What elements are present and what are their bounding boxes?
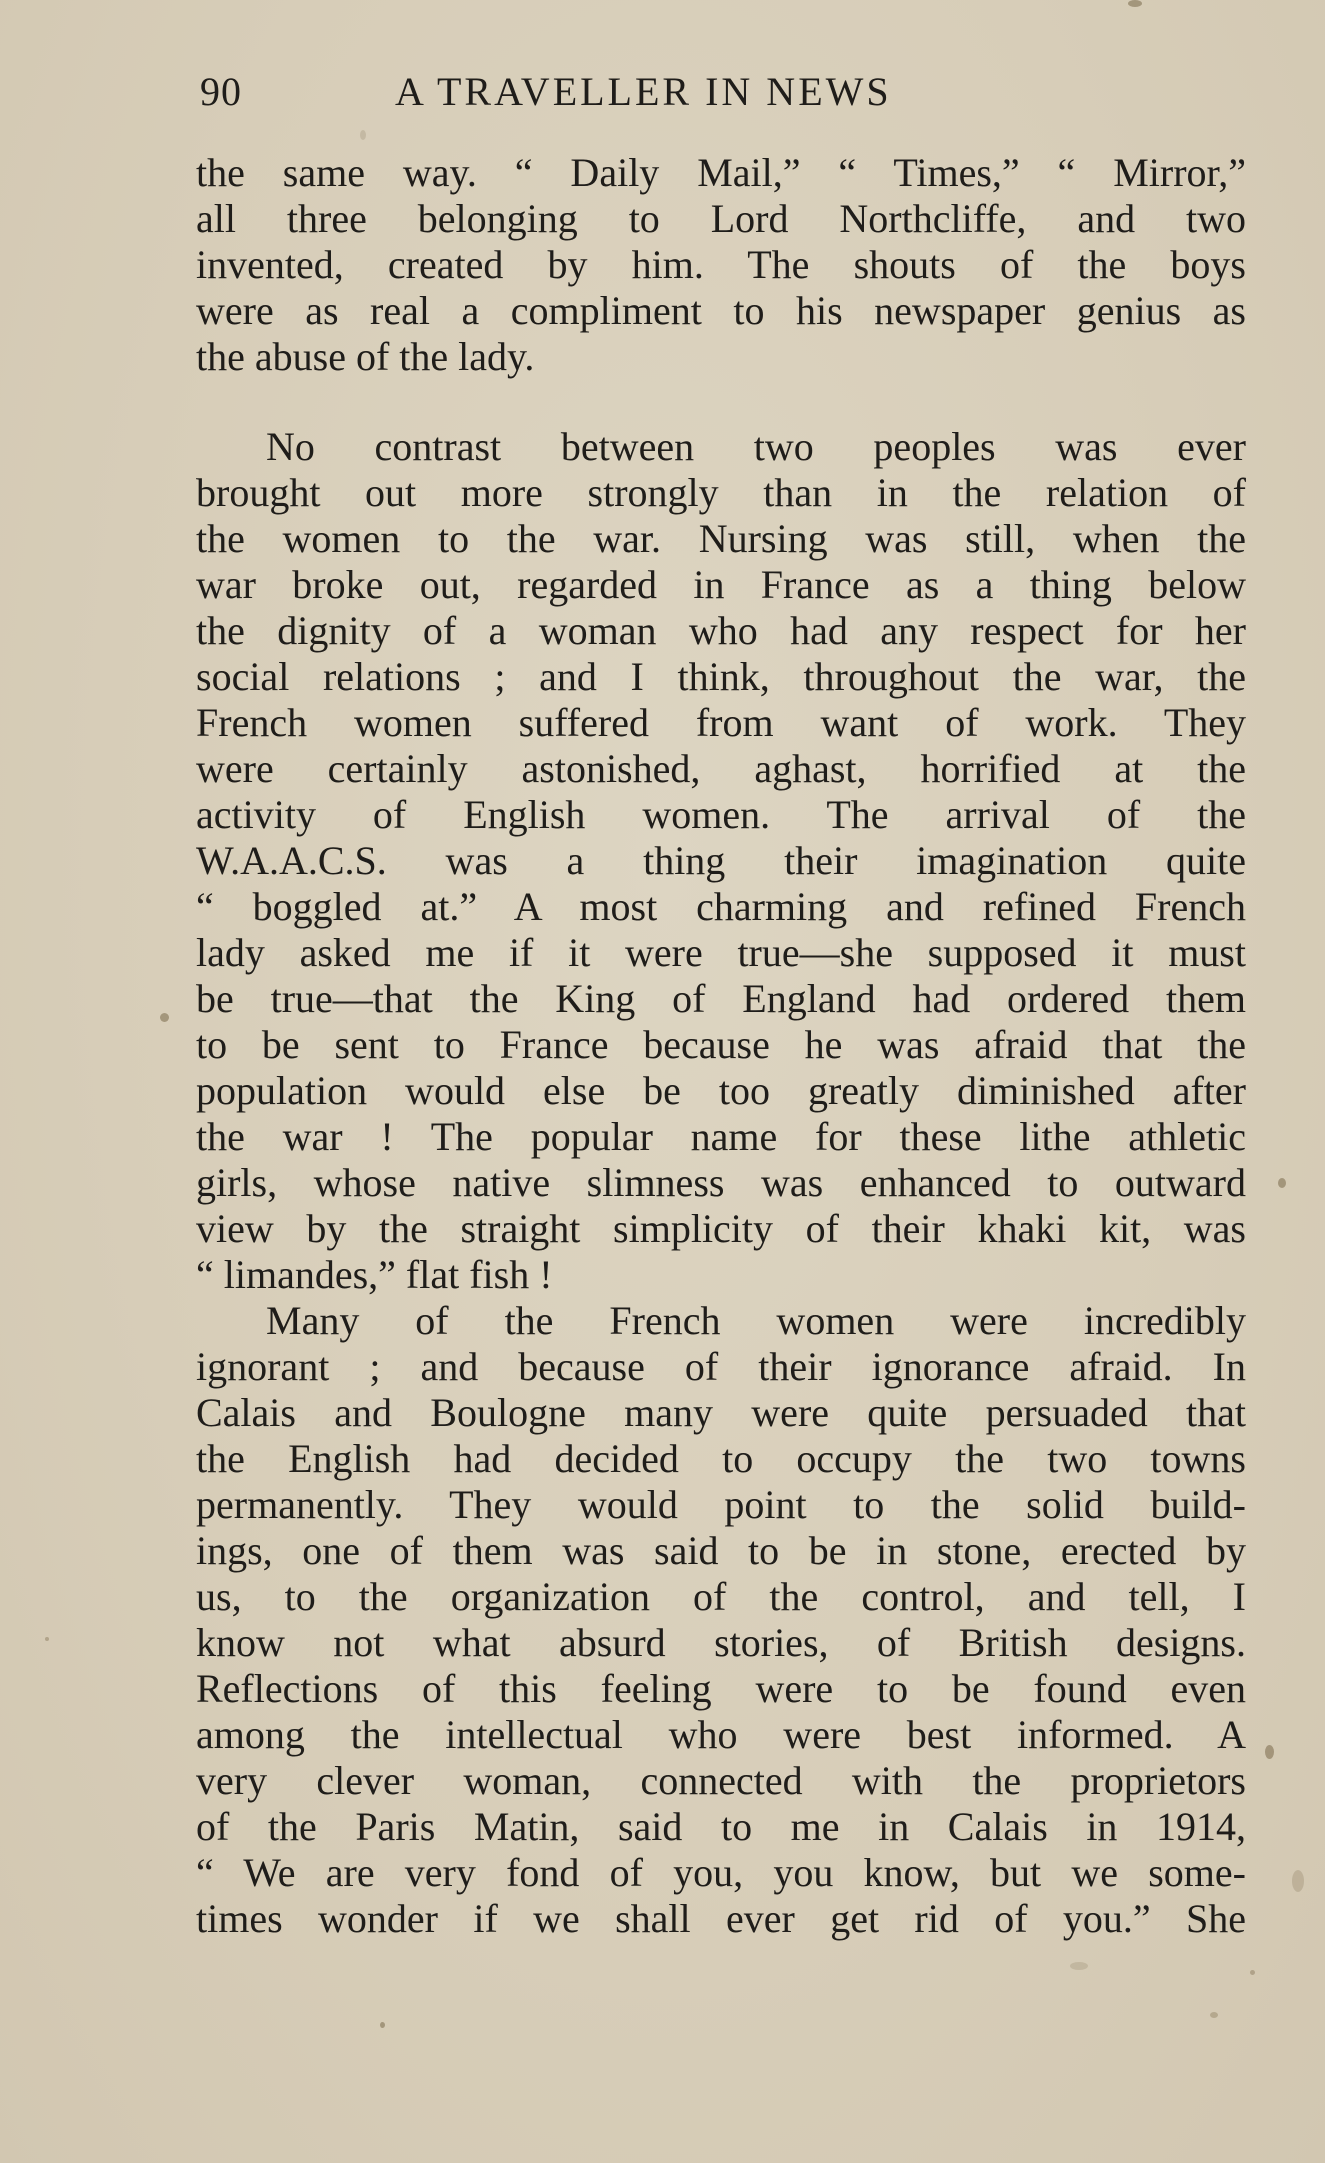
text-line: know not what absurd stories, of British designs. (196, 1620, 1246, 1665)
paper-speck (1292, 1870, 1304, 1892)
paragraph (196, 424, 1246, 1298)
paper-speck (380, 2022, 385, 2028)
paper-speck (1128, 0, 1142, 7)
paper-speck (1210, 2012, 1218, 2018)
text-line: “ limandes,” flat fish ! (196, 1252, 553, 1297)
text-line: social relations ; and I think, throughout the war, the (196, 654, 1246, 699)
text-line: the war ! The popular name for these lithe athletic (196, 1114, 1246, 1159)
text-line: us, to the organization of the control, and tell, I (196, 1574, 1246, 1619)
text-line: the English had decided to occupy the two towns (196, 1436, 1246, 1481)
text-line: Many of the French women were incredibly (266, 1298, 1246, 1343)
text-line: ignorant ; and because of their ignorance afraid. In (196, 1344, 1246, 1389)
text-line: were as real a compliment to his newspaper genius as (196, 288, 1246, 333)
paragraph (196, 150, 1246, 380)
paper-speck (1278, 1178, 1286, 1188)
text-line: the abuse of the lady. (196, 334, 535, 379)
paper-speck (45, 1637, 49, 1641)
body-text (196, 150, 1246, 1942)
text-line: ings, one of them was said to be in stone, erected by (196, 1528, 1246, 1573)
page-header (200, 68, 1060, 118)
text-line: very clever woman, connected with the proprietors (196, 1758, 1246, 1803)
text-line: girls, whose native slimness was enhanced to outward (196, 1160, 1246, 1205)
text-line: the dignity of a woman who had any respect for her (196, 608, 1246, 653)
text-line: W.A.A.C.S. was a thing their imagination quite (196, 838, 1246, 883)
text-line: “ We are very fond of you, you know, but we some- (196, 1850, 1246, 1895)
text-line: permanently. They would point to the solid build- (196, 1482, 1246, 1527)
text-line: lady asked me if it were true—she supposed it must (196, 930, 1246, 975)
text-line: all three belonging to Lord Northcliffe, and two (196, 196, 1246, 241)
paper-speck (1070, 1962, 1088, 1970)
paper-speck (160, 1013, 169, 1022)
running-title: A TRAVELLER IN NEWS (395, 69, 892, 114)
text-line: “ boggled at.” A most charming and refined French (196, 884, 1246, 929)
text-line: view by the straight simplicity of their khaki kit, was (196, 1206, 1246, 1251)
text-line: war broke out, regarded in France as a thing below (196, 562, 1246, 607)
text-line: brought out more strongly than in the relation of (196, 470, 1246, 515)
paragraph-gap (196, 380, 1246, 424)
page-number: 90 (200, 69, 242, 114)
text-line: were certainly astonished, aghast, horrified at the (196, 746, 1246, 791)
text-line: the women to the war. Nursing was still, when the (196, 516, 1246, 561)
paper-speck (1250, 1970, 1255, 1975)
text-line: invented, created by him. The shouts of the boys (196, 242, 1246, 287)
text-line: to be sent to France because he was afraid that the (196, 1022, 1246, 1067)
text-line: Reflections of this feeling were to be found even (196, 1666, 1246, 1711)
text-line: French women suffered from want of work. They (196, 700, 1246, 745)
text-line: activity of English women. The arrival of the (196, 792, 1246, 837)
text-line: Calais and Boulogne many were quite persuaded that (196, 1390, 1246, 1435)
paper-speck (1265, 1745, 1274, 1759)
text-line: population would else be too greatly diminished after (196, 1068, 1246, 1113)
text-line: No contrast between two peoples was ever (266, 424, 1246, 469)
text-line: times wonder if we shall ever get rid of you.” She (196, 1896, 1246, 1941)
text-line: among the intellectual who were best informed. A (196, 1712, 1246, 1757)
text-line: of the Paris Matin, said to me in Calais in 1914, (196, 1804, 1246, 1849)
paragraph (196, 1298, 1246, 1942)
text-line: the same way. “ Daily Mail,” “ Times,” “ Mirror,” (196, 150, 1246, 195)
paper-speck (360, 130, 366, 140)
text-line: be true—that the King of England had ordered them (196, 976, 1246, 1021)
